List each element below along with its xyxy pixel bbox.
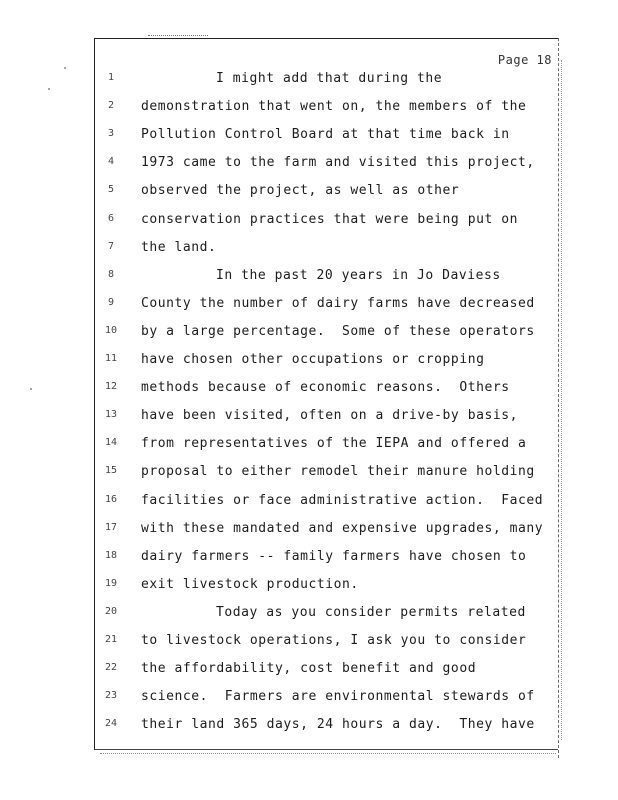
line-text: observed the project, as well as other [141,183,460,199]
line-number: 8 [107,268,115,280]
line-number: 15 [104,465,118,477]
line-number: 2 [107,100,115,112]
line-number: 24 [104,718,118,730]
line-number: 1 [107,72,115,83]
line-number: 21 [104,634,118,645]
line-number: 20 [104,605,118,617]
line-text: have been visited, often on a drive-by basis, [141,408,518,424]
line-text: their land 365 days, 24 hours a day. They have [141,717,535,733]
line-text: Today as you consider permits related [216,604,526,620]
line-text: from representatives of the IEPA and offered a [141,436,527,452]
scan-artifact-bottom [100,753,556,754]
transcript-line [0,578,618,606]
transcript-line [0,297,618,325]
line-text: with these mandated and expensive upgrades, many [141,520,544,536]
line-text: 1973 came to the farm and visited this project, [141,155,535,171]
line-number: 23 [104,690,118,702]
transcript-line [0,72,618,100]
transcript-line [0,606,618,634]
transcript-line [0,156,618,184]
transcript-line [0,409,618,437]
transcript-line [0,184,618,212]
line-text: to livestock operations, I ask you to consider [141,633,527,648]
transcript-line [0,325,618,353]
line-number: 22 [104,662,118,674]
line-number: 19 [104,577,118,589]
page-number: Page 18 [497,53,552,67]
line-text: dairy farmers -- family farmers have chosen to [141,548,527,564]
line-number: 4 [107,156,115,168]
transcript-line [0,522,618,550]
line-number: 6 [107,212,115,224]
transcript-line [0,128,618,156]
transcript-line [0,437,618,465]
line-text: In the past 20 years in Jo Daviess [216,267,501,283]
line-text: I might add that during the [216,71,443,86]
transcript-line [0,718,618,746]
line-text: County the number of dairy farms have decreased [141,295,535,311]
transcript-line [0,465,618,493]
line-number: 9 [107,296,115,308]
line-number: 17 [104,521,118,533]
transcript-line [0,381,618,409]
line-text: demonstration that went on, the members of the [141,99,527,115]
line-text: methods because of economic reasons. Others [141,380,510,396]
line-number: 7 [107,240,115,252]
line-number: 18 [104,549,118,561]
line-text: conservation practices that were being put on [141,211,518,227]
line-text: exit livestock production. [141,576,359,592]
line-number: 10 [104,324,118,336]
line-text: proposal to either remodel their manure holding [141,464,535,480]
line-text: the affordability, cost benefit and good [141,661,477,677]
transcript-line [0,269,618,297]
transcript-line [0,100,618,128]
line-text: by a large percentage. Some of these operators [141,323,535,339]
line-number: 16 [104,493,118,505]
line-text: science. Farmers are environmental stewards of [141,689,535,705]
transcript-line [0,494,618,522]
transcript-line [0,550,618,578]
line-text: facilities or face administrative action. Faced [141,492,544,508]
transcript-line [0,241,618,269]
line-number: 13 [104,409,118,421]
scan-speck [64,67,66,69]
line-number: 5 [107,184,115,196]
transcript-line [0,662,618,690]
line-number: 12 [104,381,118,393]
line-text: Pollution Control Board at that time back in [141,127,510,143]
line-number: 11 [104,353,118,364]
transcript-line [0,690,618,718]
transcript-line [0,213,618,241]
line-number: 3 [107,128,115,140]
line-text: have chosen other occupations or cropping [141,352,485,367]
transcript-line [0,353,618,381]
transcript-line [0,634,618,662]
line-text: the land. [141,239,217,255]
scan-artifact-top [148,35,208,36]
line-number: 14 [104,437,118,449]
